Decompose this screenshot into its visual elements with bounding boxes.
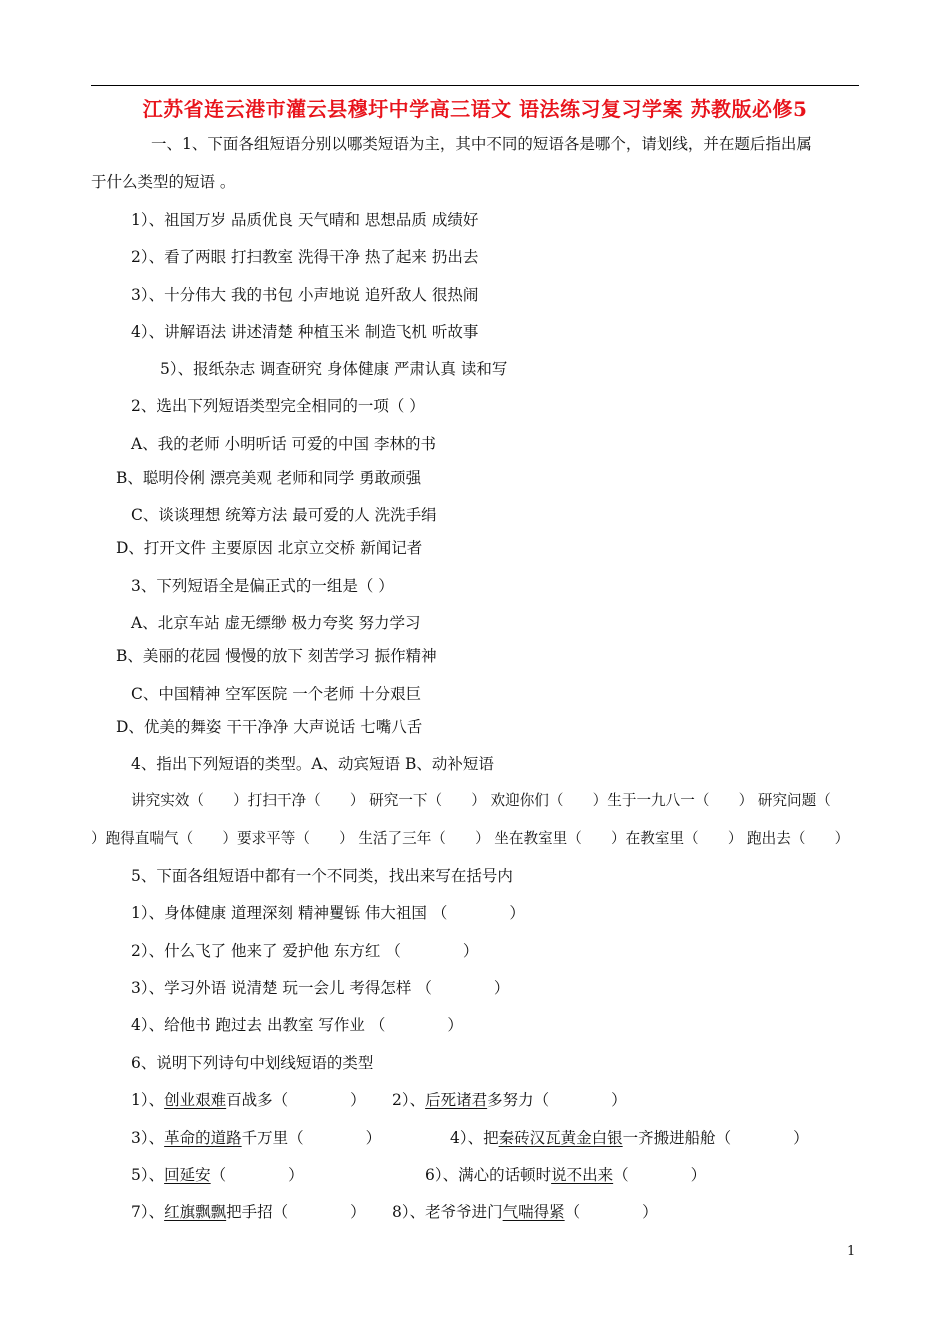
q3-option-c: C、中国精神 空军医院 一个老师 十分艰巨 [131,685,422,703]
q4-stem: 4、指出下列短语的类型。A、动宾短语 B、动补短语 [131,755,494,773]
q1-item-4: 4）、讲解语法 讲述清楚 种植玉米 制造飞机 听故事 [131,323,479,341]
q1-intro-line2: 于什么类型的短语 。 [91,173,236,191]
q2-option-b: B、聪明伶俐 漂亮美观 老师和同学 勇敢顽强 [116,469,422,487]
q6-item-1-prefix: 1）、 [131,1091,165,1109]
q5-stem: 5、下面各组短语中都有一个不同类，找出来写在括号内 [131,867,513,885]
page-title: 江苏省连云港市灌云县穆圩中学高三语文 语法练习复习学案 苏教版必修5 [142,97,808,121]
header-rule [91,85,859,86]
q3-option-a: A、北京车站 虚无缥缈 极力夸奖 努力学习 [131,614,421,632]
q6-item-4 [450,1128,809,1148]
q1-item-1: 1）、祖国万岁 品质优良 天气晴和 思想品质 成绩好 [131,211,479,229]
q6-item-3 [131,1128,381,1148]
q6-item-6-suffix: （ ） [613,1166,707,1184]
q1-item-3: 3）、十分伟大 我的书包 小声地说 追歼敌人 很热闹 [131,286,479,304]
q6-item-7-underlined: 红旗飘飘 [164,1203,227,1221]
q6-item-4-suffix: 一齐搬进船舱（ ） [622,1129,809,1147]
q6-item-2-prefix: 2）、 [392,1091,426,1109]
q6-item-7 [131,1202,366,1222]
q3-option-b: B、美丽的花园 慢慢的放下 刻苦学习 振作精神 [116,647,437,665]
q6-item-5-prefix: 5）、 [131,1166,165,1184]
q3-stem: 3、下列短语全是偏正式的一组是（ ） [131,577,394,595]
q6-stem: 6、说明下列诗句中划线短语的类型 [131,1054,374,1072]
q6-item-3-prefix: 3）、 [131,1129,165,1147]
q6-item-2-suffix: 多努力（ ） [487,1091,627,1109]
q6-item-7-prefix: 7）、 [131,1203,165,1221]
q5-item-2: 2）、什么飞了 他来了 爱护他 东方红 （ ） [131,942,479,960]
q5-item-3: 3）、学习外语 说清楚 玩一会儿 考得怎样 （ ） [131,979,510,997]
q1-intro-line1: 一、1、下面各组短语分别以哪类短语为主，其中不同的短语各是哪个，请划线，并在题后指出属 [151,135,812,153]
q4-line-2: ）跑得直喘气（ ）要求平等（ ） 生活了三年（ ） 坐在教室里（ ）在教室里（ ） 跑出去（ ） [91,830,850,847]
q6-item-2-underlined: 后死诸君 [425,1091,488,1109]
q5-item-4: 4）、给他书 跑过去 出教室 写作业 （ ） [131,1016,463,1034]
q6-item-5-suffix: （ ） [210,1166,304,1184]
q6-item-3-underlined: 革命的道路 [164,1129,242,1147]
q6-item-6-underlined: 说不出来 [551,1166,614,1184]
q1-item-5: 5）、报纸杂志 调查研究 身体健康 严肃认真 读和写 [160,360,508,378]
q6-item-5-underlined: 回延安 [164,1166,211,1184]
q1-item-2: 2）、看了两眼 打扫教室 洗得干净 热了起来 扔出去 [131,248,479,266]
q6-item-8-underlined: 气喘得紧 [502,1203,565,1221]
q5-item-1: 1）、身体健康 道理深刻 精神矍铄 伟大祖国 （ ） [131,904,525,922]
q6-item-1 [131,1090,366,1110]
q6-item-6 [425,1165,706,1185]
q2-option-d: D、打开文件 主要原因 北京立交桥 新闻记者 [116,539,423,557]
q6-item-3-suffix: 千万里（ ） [241,1129,382,1147]
q6-item-8-suffix: （ ） [564,1203,658,1221]
q4-line-1: 讲究实效（ ）打扫干净（ ） 研究一下（ ） 欢迎你们（ ）生于一九八一（ ） 研究问题（ [131,792,831,809]
q6-item-6-prefix: 6）、满心的话顿时 [425,1166,552,1184]
q6-item-8 [392,1202,658,1222]
q6-item-5 [131,1165,304,1185]
q6-item-2 [392,1090,627,1110]
q6-item-1-underlined: 创业艰难 [164,1091,227,1109]
q6-item-7-suffix: 把手招（ ） [226,1203,366,1221]
q6-item-1-suffix: 百战多（ ） [226,1091,366,1109]
q6-item-8-prefix: 8）、老爷爷进门 [392,1203,503,1221]
q2-option-c: C、谈谈理想 统筹方法 最可爱的人 洗洗手绢 [131,506,437,524]
q6-item-4-prefix: 4）、把 [450,1129,499,1147]
q2-option-a: A、我的老师 小明听话 可爱的中国 李林的书 [131,435,436,453]
page-number: 1 [847,1244,856,1259]
q3-option-d: D、优美的舞姿 干干净净 大声说话 七嘴八舌 [116,718,423,736]
q2-stem: 2、选出下列短语类型完全相同的一项（ ） [131,397,425,415]
q6-item-4-underlined: 秦砖汉瓦黄金白银 [498,1129,623,1147]
